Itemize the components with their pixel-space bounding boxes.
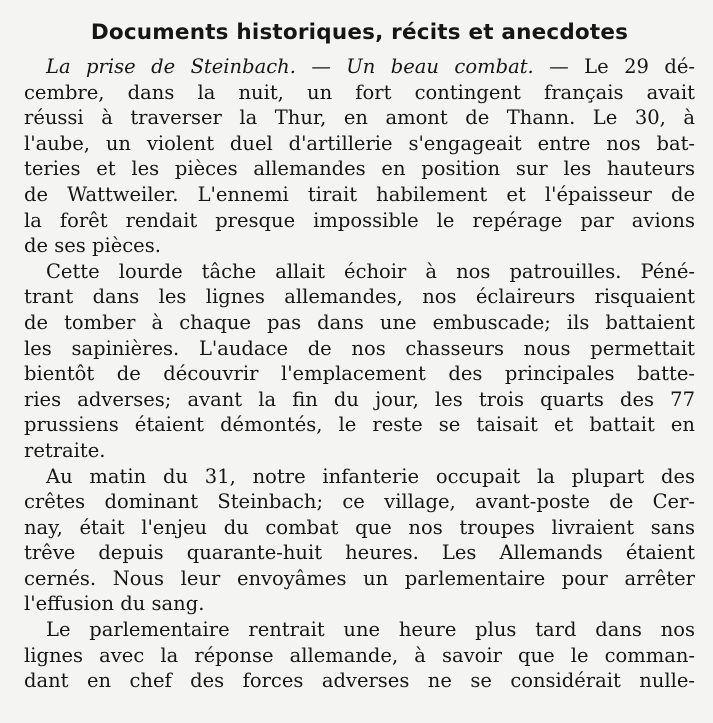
text-line: trant dans les lignes allemandes, nos éclaireurs risquaient [24, 285, 695, 309]
text-line: nay, était l'enjeu du combat que nos troupes livraient sans [24, 515, 695, 539]
text-line: de tomber à chaque pas dans une embuscade; ils battaient [24, 310, 695, 334]
text-line: prussiens étaient démontés, le reste se taisait et battait en [24, 413, 695, 437]
text-line: Cette lourde tâche allait échoir à nos patrouilles. Péné- [46, 259, 695, 283]
text-line: l'effusion du sang. [24, 592, 205, 616]
text-line: cembre, dans la nuit, un fort contingent français avait [24, 80, 695, 104]
article-body [24, 54, 695, 694]
text-line: bientôt de découvrir l'emplacement des principales batte- [24, 362, 695, 386]
text-line: Au matin du 31, notre infanterie occupait la plupart des [46, 464, 695, 488]
text-line: retraite. [24, 438, 106, 462]
text-line: trêve depuis quarante-huit heures. Les Allemands étaient [24, 541, 695, 565]
page-heading: Documents historiques, récits et anecdotes [90, 20, 629, 45]
text-line: réussi à traverser la Thur, en amont de Thann. Le 30, à [24, 106, 695, 130]
text-line: ries adverses; avant la fin du jour, les trois quarts des 77 [24, 387, 695, 411]
italic-lead: La prise de Steinbach. — Un beau combat. [46, 55, 534, 78]
line-text: — Le 29 dé- [533, 55, 695, 78]
text-line: lignes avec la réponse allemande, à savoir que le comman- [24, 643, 695, 667]
text-line: l'aube, un violent duel d'artillerie s'engageait entre nos bat- [24, 131, 695, 155]
text-line: de Wattweiler. L'ennemi tirait habilement et l'épaisseur de [24, 182, 695, 206]
text-line: crêtes dominant Steinbach; ce village, avant-poste de Cer- [24, 490, 695, 514]
text-line: de ses pièces. [24, 234, 161, 258]
text-line [24, 54, 695, 80]
text-line: dant en chef des forces adverses ne se considérait nulle- [24, 669, 695, 693]
text-line: les sapinières. L'audace de nos chasseurs nous permettait [24, 336, 695, 360]
text-line: cernés. Nous leur envoyâmes un parlementaire pour arrêter [24, 566, 695, 590]
text-line: teries et les pièces allemandes en position sur les hauteurs [24, 157, 695, 181]
text-line: Le parlementaire rentrait une heure plus tard dans nos [46, 618, 695, 642]
text-line: la forêt rendait presque impossible le repérage par avions [24, 208, 695, 232]
